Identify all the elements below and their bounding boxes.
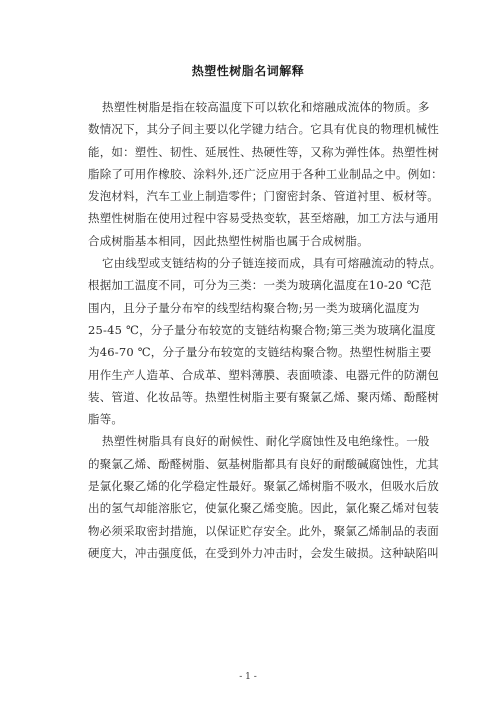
text-line: 脂等。: [88, 412, 124, 427]
text-line: 热塑性树脂在使用过程中容易受热变软，甚至熔融，加工方法与通用: [88, 211, 439, 226]
text-line: 的聚氯乙烯、酚醛树脂、氨基树脂都具有良好的耐酸碱腐蚀性，尤其: [88, 456, 439, 471]
text-line: 是氯化聚乙烯的化学稳定性最好。聚氯乙烯树脂不吸水，但吸水后放: [88, 479, 439, 494]
text-line: 根据加工温度不同，可分为三类：一类为玻璃化温度在10-20 ℃范: [88, 278, 432, 293]
text-line: 硬度大，冲击强度低，在受到外力冲击时，会发生破损。这种缺陷叫: [88, 545, 439, 560]
page-title: 热塑性树脂名词解释: [191, 64, 305, 78]
body-text: [88, 96, 443, 564]
text-line: 为46-70 ℃，分子量分布较宽的支链结构聚合物。热塑性树脂主要: [88, 345, 432, 360]
text-line: 能，如：塑性、韧性、延展性、热硬性等，又称为弹性体。热塑性树: [88, 144, 439, 159]
text-line: 脂除了可用作橡胶、涂料外,还广泛应用于各种工业制品之中。例如：: [88, 166, 443, 181]
text-line: 出的氢气却能溶胀它，使氯化聚乙烯变脆。因此，氯化聚乙烯对包装: [88, 501, 439, 516]
text-line: 合成树脂基本相同，因此热塑性树脂也属于合成树脂。: [88, 233, 369, 248]
text-line: 装、管道、化妆品等。热塑性树脂主要有聚氯乙烯、聚丙烯、酚醛树: [88, 389, 439, 404]
text-line: 用作生产人造革、合成革、塑料薄膜、表面喷漆、电器元件的防潮包: [88, 367, 439, 382]
text-line: 热塑性树脂是指在较高温度下可以软化和熔融成流体的物质。多: [102, 100, 430, 114]
text-line: 它由线型或支链结构的分子链连接而成，具有可熔融流动的特点。: [102, 256, 442, 271]
page-number: - 1 -: [239, 672, 257, 682]
text-line: 25-45 ℃，分子量分布较宽的支链结构聚合物;第三类为玻璃化温度: [88, 322, 436, 337]
text-line: 物必须采取密封措施，以保证贮存安全。此外，聚氯乙烯制品的表面: [88, 523, 439, 538]
text-line: 热塑性树脂具有良好的耐候性、耐化学腐蚀性及电绝缘性。一般: [102, 434, 430, 449]
text-line: 围内，且分子量分布窄的线型结构聚合物;另一类为玻璃化温度为: [88, 300, 420, 315]
text-line: 发泡材料，汽车工业上制造零件；门窗密封条、管道衬里、板材等。: [88, 189, 439, 204]
text-line: 数情况下，其分子间主要以化学键力结合。它具有优良的物理机械性: [88, 122, 439, 137]
